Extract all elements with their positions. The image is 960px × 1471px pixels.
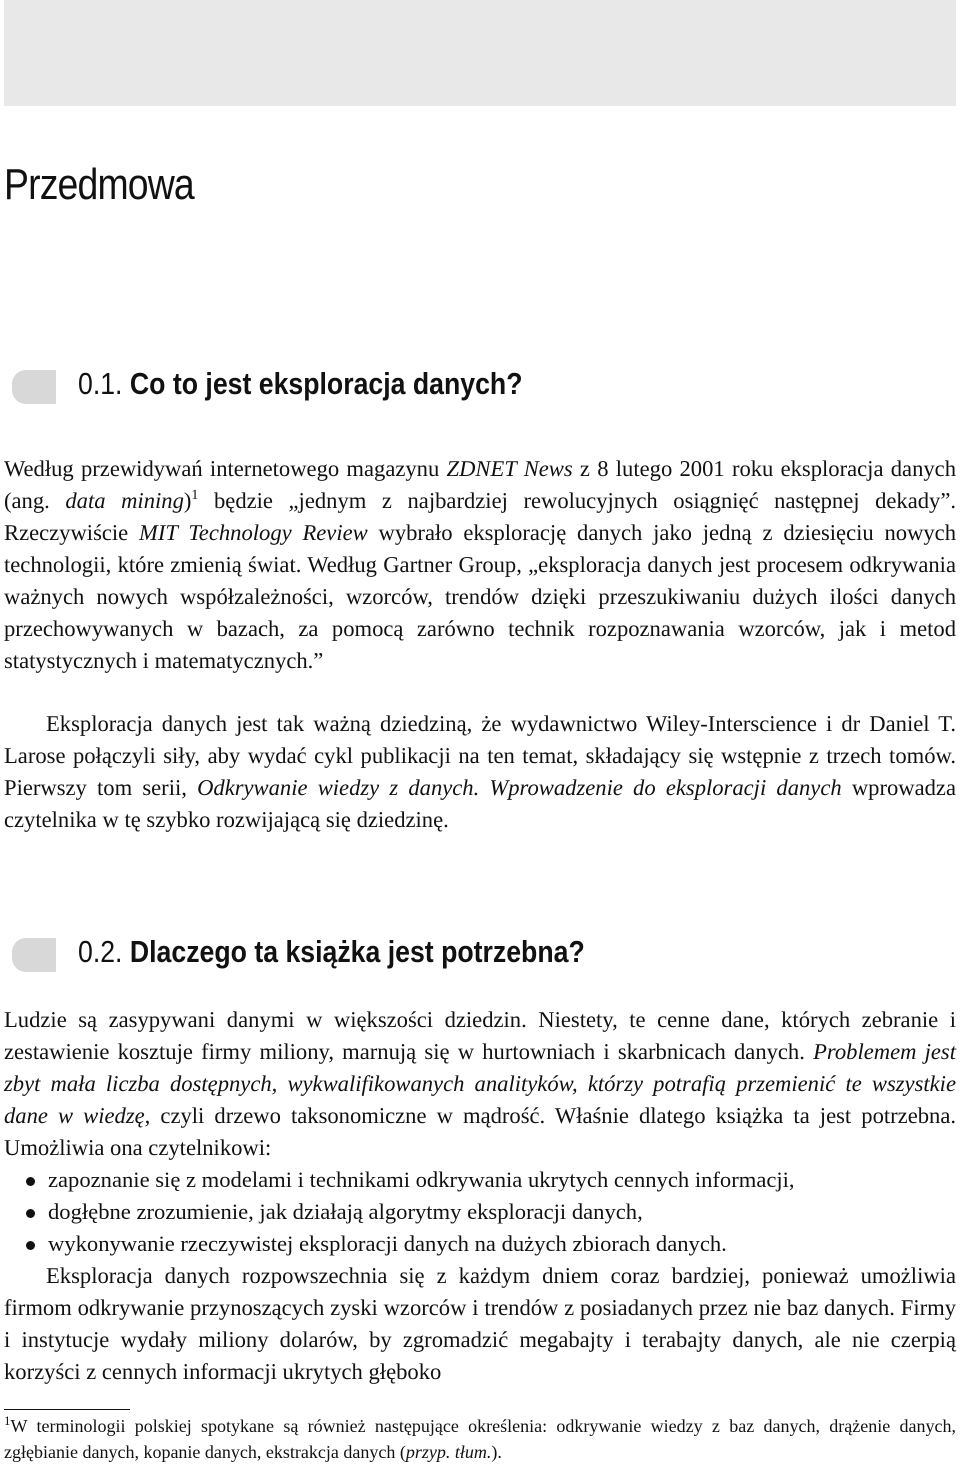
list-item: dogłębne zrozumienie, jak działają algorytmy eksploracji danych, bbox=[4, 1196, 956, 1228]
bullet-icon bbox=[26, 1177, 35, 1186]
paragraph: Ludzie są zasypywani danymi w większości dziedzin. Niestety, te cenne dane, których zebranie i zestawienie kosztuje firmy miliony, marnują się w hurtowniach i skarbnicach danych. Problemem jest zbyt mała liczba dostępnych, wykwalifikowanych analityków, którzy potrafią przemienić te wszystkie dane w wiedzę, czyli drzewo taksonomiczne w mądrość. Właśnie dlatego książka ta jest potrzebna. Umożliwia ona czytelnikowi: bbox=[4, 1007, 956, 1160]
section-title: 0.2. Dlaczego ta książka jest potrzebna? bbox=[78, 934, 585, 969]
section-heading-1 bbox=[4, 364, 944, 416]
section-marker bbox=[12, 938, 56, 972]
bullet-icon bbox=[26, 1209, 35, 1218]
section-heading-2 bbox=[4, 932, 944, 984]
footnote-rule bbox=[4, 1409, 130, 1410]
paragraph: Eksploracja danych jest tak ważną dziedziną, że wydawnictwo Wiley-Interscience i dr Daniel T. Larose połączyli siły, aby wydać cykl publikacji na ten temat, składający się wstępnie z trzech tomów. Pierwszy tom serii, Odkrywanie wiedzy z danych. Wprowadzenie do eksploracji danych wprowadza czytelnika w tę szybko rozwijającą się dziedzinę. bbox=[4, 711, 956, 832]
header-band bbox=[4, 0, 956, 106]
footnote: $^1$W terminologii polskiej spotykane są również następujące określenia: odkrywanie wiedzy z baz danych, drążenie danych, zgłębianie danych, kopanie danych, ekstrakcja danych (przyp. tłum.). bbox=[4, 1413, 956, 1462]
section-marker bbox=[12, 370, 56, 404]
list-item: wykonywanie rzeczywistej eksploracji danych na dużych zbiorach danych. bbox=[4, 1228, 956, 1260]
bullet-icon bbox=[26, 1241, 35, 1250]
footnote-number: 1 bbox=[4, 1413, 11, 1428]
paragraph: Eksploracja danych rozpowszechnia się z każdym dniem coraz bardziej, ponieważ umożliwia firmom odkrywanie przynoszących zyski wzorców i trendów z posiadanych przez nie baz danych. Firmy i instytucje wydały miliony dolarów, by zgromadzić megabajty i terabajty danych, ale nie czerpią korzyści z cennych informacji ukrytych głęboko bbox=[4, 1263, 956, 1384]
paragraph: Według przewidywań internetowego magazynu ZDNET News z 8 lutego 2001 roku eksploracja danych (ang. data mining)$^1$ będzie „jednym z najbardziej rewolucyjnych osiągnięć następnej dekady”. Rzeczywiście MIT Technology Review wybrało eksplorację danych jako jedną z dziesięciu nowych technologii, które zmienią świat. Według Gartner Group, „eksploracja danych jest procesem odkrywania ważnych nowych współzależności, wzorców, trendów dzięki przeszukiwaniu dużych ilości danych przechowywanych w bazach, za pomocą zarówno technik rozpoznawania wzorców, jak i metod statystycznych i matematycznych.” bbox=[4, 456, 957, 673]
section-title: 0.1. Co to jest eksploracja danych? bbox=[78, 366, 523, 401]
bullet-list bbox=[4, 1164, 956, 1260]
list-item: zapoznanie się z modelami i technikami odkrywania ukrytych cennych informacji, bbox=[4, 1164, 956, 1196]
chapter-title: Przedmowa bbox=[4, 160, 194, 209]
footnote-ref: 1 bbox=[191, 488, 199, 503]
